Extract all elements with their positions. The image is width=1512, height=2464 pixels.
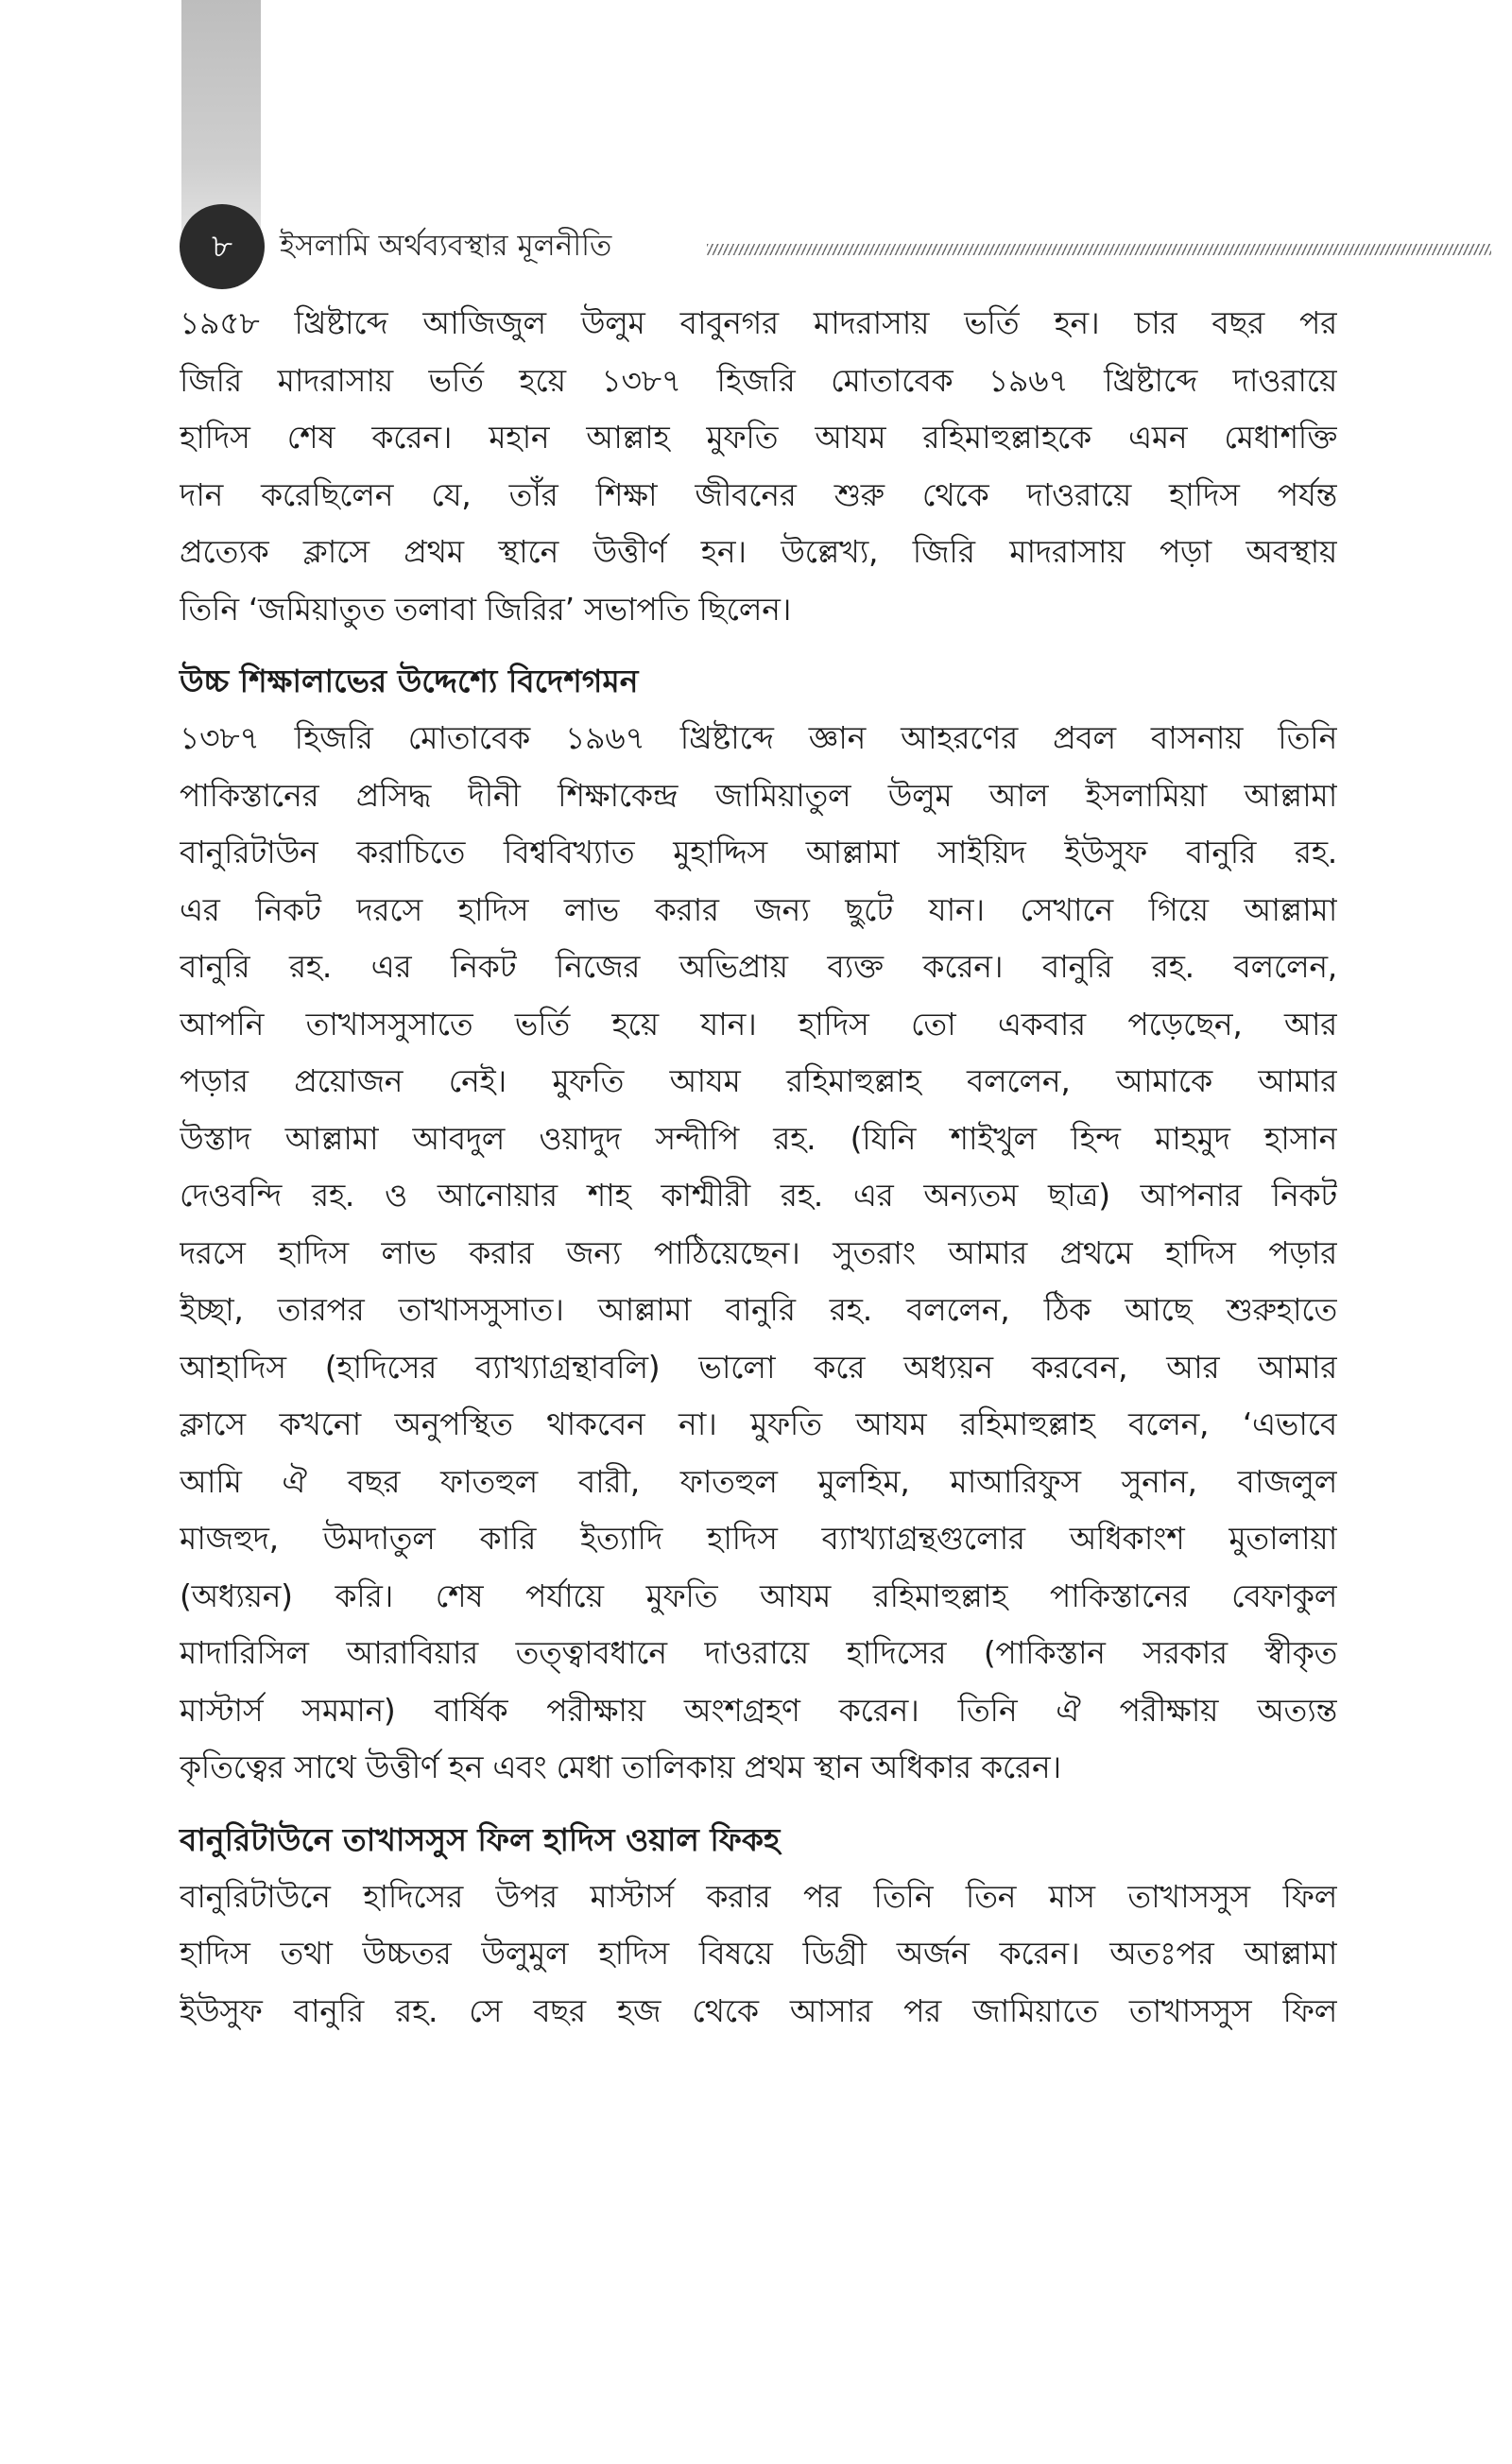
page-body bbox=[180, 295, 1337, 2040]
text-line: আপনি তাখাসসুসাতে ভর্তি হয়ে যান। হাদিস তো একবার পড়েছেন, আর bbox=[180, 1005, 1337, 1042]
text-line: প্রত্যেক ক্লাসে প্রথম স্থানে উত্তীর্ণ হন। উল্লেখ্য, জিরি মাদরাসায় পড়া অবস্থায় bbox=[180, 533, 1337, 570]
text-line: মাস্টার্স সমমান) বার্ষিক পরীক্ষায় অংশগ্রহণ করেন। তিনি ঐ পরীক্ষায় অত্যন্ত bbox=[180, 1691, 1337, 1729]
section1-paragraph bbox=[180, 710, 1337, 1797]
text-line: বানুরি রহ. এর নিকট নিজের অভিপ্রায় ব্যক্ত করেন। বানুরি রহ. বললেন, bbox=[180, 948, 1337, 985]
text-line: উস্তাদ আল্লামা আবদুল ওয়াদুদ সন্দীপি রহ. (যিনি শাইখুল হিন্দ মাহমুদ হাসান bbox=[180, 1119, 1337, 1157]
text-line: জিরি মাদরাসায় ভর্তি হয়ে ১৩৮৭ হিজরি মোতাবেক ১৯৬৭ খ্রিষ্টাব্দে দাওরায়ে bbox=[180, 361, 1337, 399]
text-line: এর নিকট দরসে হাদিস লাভ করার জন্য ছুটে যান। সেখানে গিয়ে আল্লামা bbox=[180, 890, 1337, 928]
text-line: (অধ্যয়ন) করি। শেষ পর্যায়ে মুফতি আযম রহিমাহুল্লাহ পাকিস্তানের বেফাকুল bbox=[180, 1577, 1337, 1614]
header-hatch-rule bbox=[707, 244, 1491, 255]
text-line: ক্লাসে কখনো অনুপস্থিত থাকবেন না। মুফতি আযম রহিমাহুল্লাহ বলেন, ‘এভাবে bbox=[180, 1405, 1337, 1442]
running-header-title: ইসলামি অর্থব্যবস্থার মূলনীতি bbox=[280, 229, 612, 263]
section-heading-higher-education: উচ্চ শিক্ষালাভের উদ্দেশ্যে বিদেশগমন bbox=[180, 663, 639, 699]
text-line: ১৯৫৮ খ্রিষ্টাব্দে আজিজুল উলুম বাবুনগর মাদরাসায় ভর্তি হন। চার বছর পর bbox=[180, 304, 1337, 341]
text-line: আহাদিস (হাদিসের ব্যাখ্যাগ্রন্থাবলি) ভালো করে অধ্যয়ন করবেন, আর আমার bbox=[180, 1348, 1337, 1386]
text-line: হাদিস শেষ করেন। মহান আল্লাহ মুফতি আযম রহিমাহুল্লাহকে এমন মেধাশক্তি bbox=[180, 419, 1337, 456]
text-line: দেওবন্দি রহ. ও আনোয়ার শাহ কাশ্মীরী রহ. এর অন্যতম ছাত্র) আপনার নিকট bbox=[180, 1177, 1337, 1214]
text-line: বানুরিটাউন করাচিতে বিশ্ববিখ্যাত মুহাদ্দিস আল্লামা সাইয়িদ ইউসুফ বানুরি রহ. bbox=[180, 834, 1337, 870]
intro-paragraph bbox=[180, 295, 1337, 638]
section-heading-takhassus: বানুরিটাউনে তাখাসসুস ফিল হাদিস ওয়াল ফিকহ bbox=[180, 1820, 781, 1858]
section2-paragraph bbox=[180, 1869, 1337, 2041]
text-line: দান করেছিলেন যে, তাঁর শিক্ষা জীবনের শুরু থেকে দাওরায়ে হাদিস পর্যন্ত bbox=[180, 475, 1337, 513]
text-line: বানুরিটাউনে হাদিসের উপর মাস্টার্স করার পর তিনি তিন মাস তাখাসসুস ফিল bbox=[180, 1877, 1337, 1915]
text-line: মাজহুদ, উমদাতুল কারি ইত্যাদি হাদিস ব্যাখ্যাগ্রন্থগুলোর অধিকাংশ মুতালায়া bbox=[180, 1520, 1337, 1557]
text-line: হাদিস তথা উচ্চতর উলুমুল হাদিস বিষয়ে ডিগ্রী অর্জন করেন। অতঃপর আল্লামা bbox=[180, 1935, 1337, 1972]
page-number: ৮ bbox=[180, 204, 265, 289]
text-line: মাদারিসিল আরাবিয়ার তত্ত্বাবধানে দাওরায়ে হাদিসের (পাকিস্তান সরকার স্বীকৃত bbox=[180, 1634, 1337, 1671]
text-line: আমি ঐ বছর ফাতহুল বারী, ফাতহুল মুলহিম, মাআরিফুস সুনান, বাজলুল bbox=[180, 1462, 1337, 1500]
text-line: দরসে হাদিস লাভ করার জন্য পাঠিয়েছেন। সুতরাং আমার প্রথমে হাদিস পড়ার bbox=[180, 1233, 1337, 1271]
header-gray-tab bbox=[181, 0, 261, 234]
text-line: কৃতিত্বের সাথে উত্তীর্ণ হন এবং মেধা তালিকায় প্রথম স্থান অধিকার করেন। bbox=[180, 1749, 1061, 1785]
text-line: ইচ্ছা, তারপর তাখাসসুসাত। আল্লামা বানুরি রহ. বললেন, ঠিক আছে শুরুহাতে bbox=[180, 1291, 1337, 1328]
text-line: পাকিস্তানের প্রসিদ্ধ দীনী শিক্ষাকেন্দ্র জামিয়াতুল উলুম আল ইসলামিয়া আল্লামা bbox=[180, 776, 1337, 814]
text-line: তিনি ‘জমিয়াতুত তলাবা জিরির’ সভাপতি ছিলেন। bbox=[180, 590, 792, 628]
text-line: ইউসুফ বানুরি রহ. সে বছর হজ থেকে আসার পর জামিয়াতে তাখাসসুস ফিল bbox=[180, 1991, 1337, 2029]
text-line: পড়ার প্রয়োজন নেই। মুফতি আযম রহিমাহুল্লাহ বললেন, আমাকে আমার bbox=[180, 1062, 1337, 1099]
text-line: ১৩৮৭ হিজরি মোতাবেক ১৯৬৭ খ্রিষ্টাব্দে জ্ঞান আহরণের প্রবল বাসনায় তিনি bbox=[180, 719, 1337, 756]
